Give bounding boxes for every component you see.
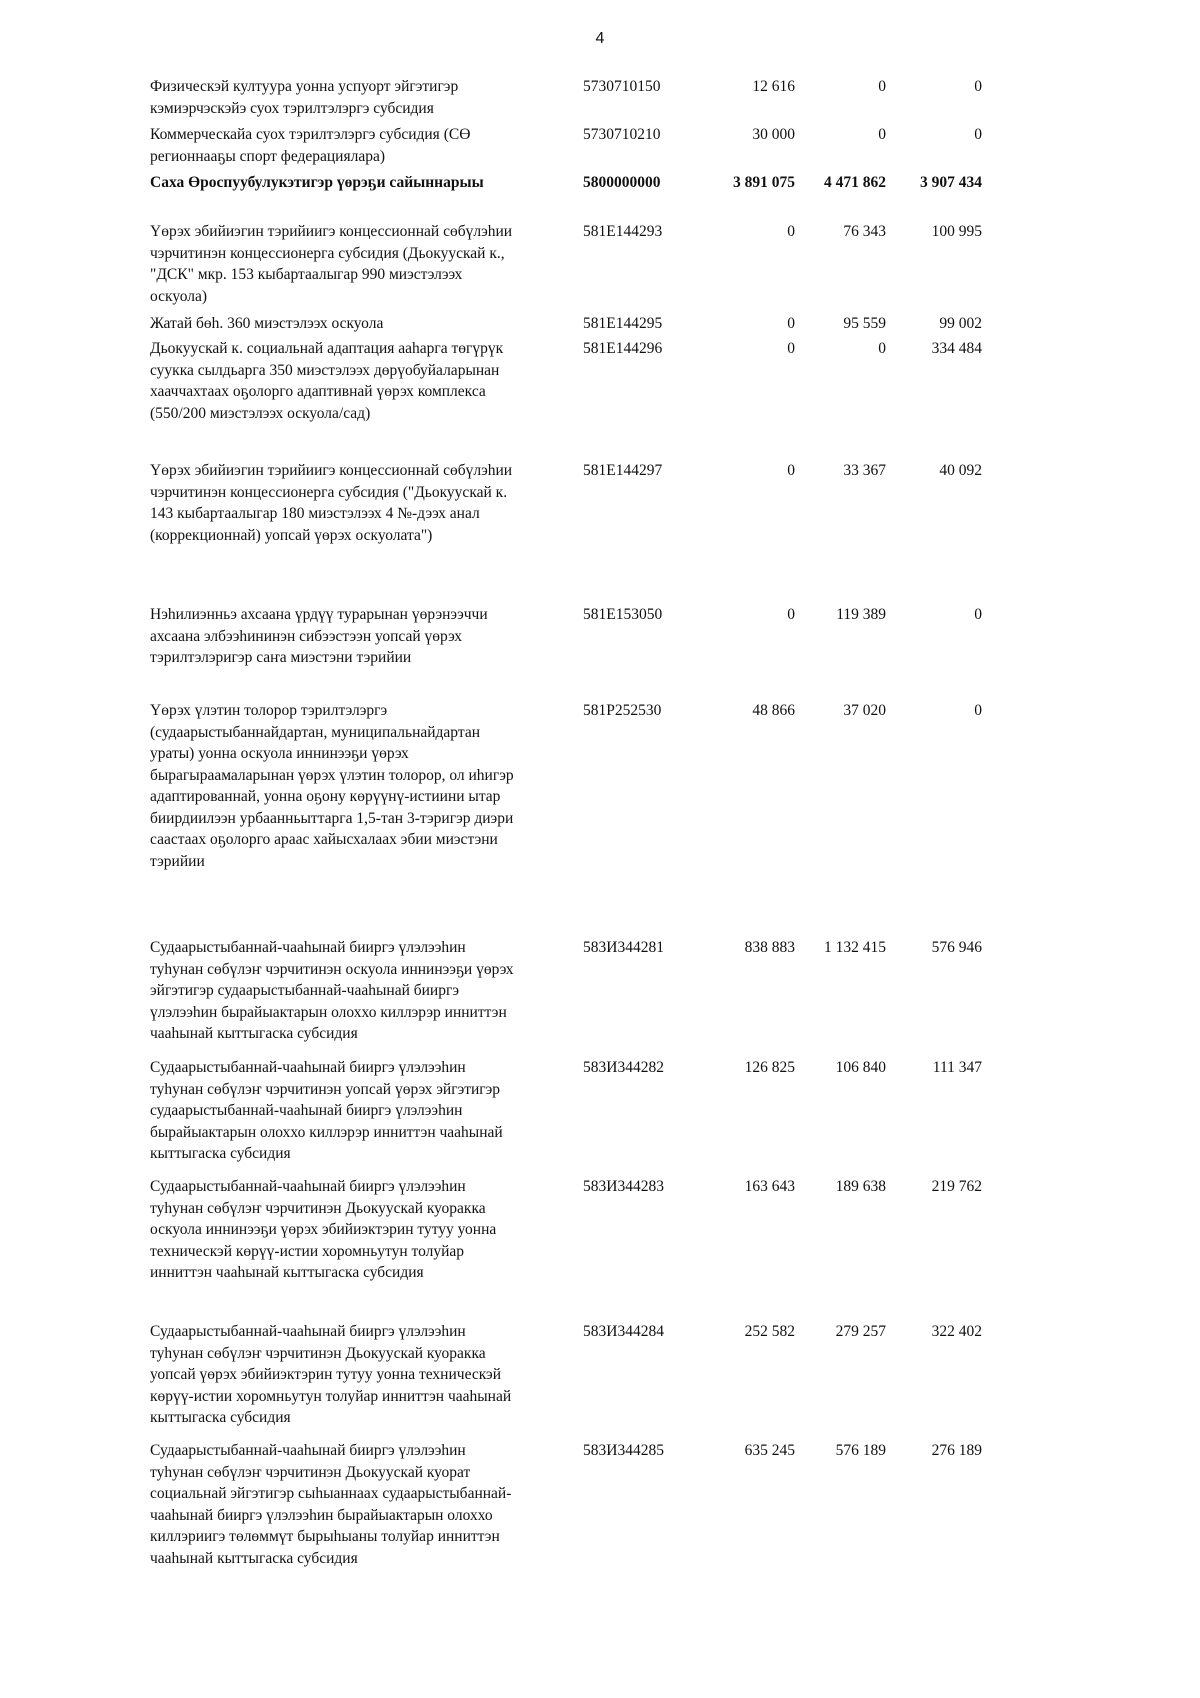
row-code: 583И344283 <box>583 1178 664 1195</box>
row-value-1: 252 582 <box>744 1323 795 1340</box>
row-description: Коммерческайа суох тэрилтэлэргэ субсидия (СӨ регионнааҕы спорт федерациялара) <box>150 126 471 165</box>
row-description: Саха Өроспуубулукэтигэр үөрэҕи сайыннарыы <box>150 174 484 191</box>
row-value-3: 276 189 <box>931 1442 982 1459</box>
row-code: 581Е153050 <box>583 606 663 623</box>
row-code: 583И344285 <box>583 1442 664 1459</box>
row-description: Үөрэх үлэтин толорор тэрилтэлэргэ (судаарыстыбаннайдартан, муниципальнайдартан ураты) уонна оскуола иннинээҕи үөрэх бырагыраамаларынан үөрэх үлэтин толорор, ол иһигэр адаптированнай, уонна оҕону көрүүнү-истиини ытар биирдиилээн урбаанньыттарга 1,5-тан 3-тэригэр диэри саастаах оҕолорго араас хайысхалаах эбии миэстэни тэрийии <box>150 702 514 870</box>
row-description: Үөрэх эбийиэгин тэрийиигэ концессионнай сөбүлэһии чэрчитинэн концессионерга субсидия (Дьокуускай к., "ДСК" мкр. 153 кыбартаалыгар 990 миэстэлээх оскуола) <box>150 223 513 305</box>
row-value-2: 4 471 862 <box>824 174 886 191</box>
row-value-3: 40 092 <box>939 462 982 479</box>
row-value-1: 126 825 <box>744 1059 795 1076</box>
row-value-1: 635 245 <box>744 1442 795 1459</box>
row-value-2: 0 <box>878 78 886 95</box>
row-description: Судаарыстыбаннай-чааһынай бииргэ үлэлээһин туһунан сөбүлэҥ чэрчитинэн уопсай үөрэх эйгэтигэр судаарыстыбаннай-чааһынай бииргэ үлэлээһин бырайыактарын олоххо киллэрэр инниттэн чааһынай кыттыгаска субсидия <box>150 1059 503 1162</box>
row-code: 583И344282 <box>583 1059 664 1076</box>
row-code: 583И344284 <box>583 1323 664 1340</box>
row-value-1: 48 866 <box>752 702 795 719</box>
row-value-2: 95 559 <box>843 315 886 332</box>
row-value-3: 322 402 <box>931 1323 982 1340</box>
row-value-2: 106 840 <box>835 1059 886 1076</box>
row-code: 581Е144296 <box>583 340 663 357</box>
row-code: 581Е144295 <box>583 315 663 332</box>
row-value-3: 0 <box>974 606 982 623</box>
row-code: 583И344281 <box>583 939 664 956</box>
row-value-3: 3 907 434 <box>920 174 982 191</box>
row-description: Жатай бөһ. 360 миэстэлээх оскуола <box>150 315 384 332</box>
row-value-2: 119 389 <box>836 606 886 623</box>
row-description: Судаарыстыбаннай-чааһынай бииргэ үлэлээһин туһунан сөбүлэҥ чэрчитинэн Дьокуускай куоракка уопсай үөрэх эбийиэктэрин тутуу уонна техническэй көрүү-истии хоромньутун толуйар инниттэн чааһынай кыттыгаска субсидия <box>150 1323 512 1426</box>
row-value-1: 0 <box>787 340 795 357</box>
row-value-3: 100 995 <box>931 223 982 240</box>
row-value-1: 0 <box>787 315 795 332</box>
row-value-2: 37 020 <box>843 702 886 719</box>
row-value-1: 838 883 <box>744 939 795 956</box>
row-description: Дьокуускай к. социальнай адаптация ааһарга төгүрүк суукка сылдьарга 350 миэстэлээх дөрүобуйаларынан хааччахтаах оҕолорго адаптивнай үөрэх комплекса (550/200 миэстэлээх оскуола/сад) <box>150 340 504 422</box>
row-value-1: 3 891 075 <box>733 174 795 191</box>
row-value-3: 0 <box>974 78 982 95</box>
row-value-2: 76 343 <box>843 223 886 240</box>
row-description: Судаарыстыбаннай-чааһынай бииргэ үлэлээһин туһунан сөбүлэҥ чэрчитинэн оскуола иннинээҕи үөрэх эйгэтигэр судаарыстыбаннай-чааһынай бииргэ үлэлээһин бырайыактарын олоххо киллэрэр инниттэн чааһынай кыттыгаска субсидия <box>150 939 514 1042</box>
row-description: Нэһилиэнньэ ахсаана үрдүү турарынан үөрэнээччи ахсаана элбээһининэн сибээстээн уопсай үөрэх тэрилтэлэригэр саҥа миэстэни тэрийии <box>150 606 488 666</box>
page-number: 4 <box>595 30 605 47</box>
row-value-2: 279 257 <box>835 1323 886 1340</box>
row-description: Үөрэх эбийиэгин тэрийиигэ концессионнай сөбүлэһии чэрчитинэн концессионерга субсидия ("Дьокуускай к. 143 кыбартаалыгар 180 миэстэлээх 4 №-дээх анал (коррекционнай) уопсай үөрэх оскуолата") <box>150 462 513 544</box>
row-code: 5730710210 <box>583 126 661 143</box>
row-value-1: 0 <box>787 223 795 240</box>
row-value-3: 0 <box>974 702 982 719</box>
row-value-3: 99 002 <box>939 315 982 332</box>
row-value-3: 0 <box>974 126 982 143</box>
row-value-1: 0 <box>787 462 795 479</box>
row-code: 581Р252530 <box>583 702 662 719</box>
row-value-2: 0 <box>878 340 886 357</box>
row-value-1: 12 616 <box>752 78 795 95</box>
row-description: Судаарыстыбаннай-чааһынай бииргэ үлэлээһин туһунан сөбүлэҥ чэрчитинэн Дьокуускай куорат социальнай эйгэтигэр сыһыаннаах судаарыстыбаннай- чааһынай бииргэ үлэлээһин бырайыактарын олоххо киллэриигэ төлөммүт бырыһыаны толуйар инниттэн чааһынай кыттыгаска субсидия <box>150 1442 512 1567</box>
row-value-1: 163 643 <box>744 1178 795 1195</box>
row-description: Физическэй култуура уонна успуорт эйгэтигэр кэмиэрчэскэйэ суох тэрилтэлэргэ субсидия <box>150 78 459 117</box>
row-code: 581Е144297 <box>583 462 663 479</box>
row-code: 581Е144293 <box>583 223 663 240</box>
row-value-1: 0 <box>787 606 795 623</box>
row-value-3: 111 347 <box>932 1059 982 1076</box>
row-code: 5800000000 <box>583 174 661 191</box>
row-value-3: 219 762 <box>931 1178 982 1195</box>
row-value-2: 33 367 <box>843 462 886 479</box>
row-value-2: 189 638 <box>835 1178 886 1195</box>
row-value-2: 1 132 415 <box>824 939 886 956</box>
row-value-2: 0 <box>878 126 886 143</box>
row-value-2: 576 189 <box>835 1442 886 1459</box>
row-value-3: 334 484 <box>931 340 982 357</box>
row-value-1: 30 000 <box>752 126 795 143</box>
row-value-3: 576 946 <box>931 939 982 956</box>
row-code: 5730710150 <box>583 78 661 95</box>
row-description: Судаарыстыбаннай-чааһынай бииргэ үлэлээһин туһунан сөбүлэҥ чэрчитинэн Дьокуускай куоракка оскуола иннинээҕи үөрэх эбийиэктэрин тутуу уонна техническэй көрүү-истии хоромньутун толуйар инниттэн чааһынай кыттыгаска субсидия <box>150 1178 497 1281</box>
